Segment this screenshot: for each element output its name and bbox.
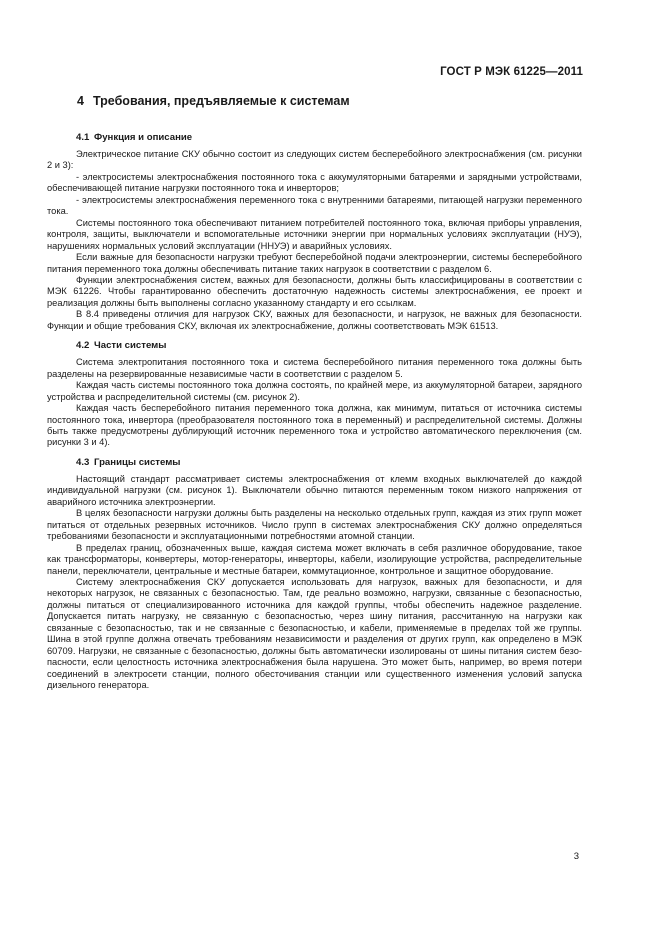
list-item: - электросистемы электроснабжения переменного тока с внутренними батареями, питающей нагрузки переменного тока. [47,194,582,217]
page-number: 3 [573,851,579,862]
document-header: ГОСТ Р МЭК 61225—2011 [440,66,583,78]
subsection-heading-4-1 [76,132,582,144]
subsection-heading-4-2 [76,340,582,352]
paragraph: В целях безопасности нагрузки должны быть разделены на несколько отдельных групп, каждая из этих групп может питаться от отдельных резервных источников. Число групп в системах электроснабжения СКУ должно определяться требованиями безопасности и эксплуатационными потребностями атомной станции. [47,508,582,542]
section-number: 4 [77,94,84,108]
paragraph: Функции электроснабжения систем, важных для безопасности, должны быть классифицированы в соответствии с МЭК 61226. Чтобы гарантированно обеспечить достаточную надежность системы электроснабжения, ее проект и реализация должны быть выполнены согласно указанному стандарту и его ссылкам. [47,274,582,308]
subsection-title: Границы системы [94,456,181,468]
paragraph: Каждая часть бесперебойного питания переменного тока должна, как минимум, питаться от источника системы постоянного тока, инвертора (преобразователя постоянного тока в переменный) и распределительной системы. Должны быть также предусмотрены дублирующий источник переменного тока и устройство автоматического переключения (см. рисунки 3 и 4). [47,403,582,448]
paragraph: В 8.4 приведены отличия для нагрузок СКУ, важных для безопасности, и нагрузок, не важных для безопасности. Функции и общие требования СКУ, включая их электроснабжение, должны соответствовать МЭК 61513. [47,309,582,331]
paragraph: Систему электроснабжения СКУ допускается использовать для нагрузок, важных для безопасности, и для некоторых нагрузок, не связанных с безопасностью. Там, где реально возможно, нагрузки, связанные с безопасностью, должны питаться от специализированного источника для каждой группы, чтобы обеспечить надежное разделение. Допускается питать нагрузку, не связанную с безопасностью, через шину питания, рассчитанную на нагрузки как связанные с безопасностью, так и не связанные с безопасностью, и кабели, применяемые в пределах той же группы. Шина в этой группе должна отвечать требованиям независимости и разделения от других групп, как определено в МЭК 60709. Нагрузки, не связанные с безопасностью, должны быть автоматически изолированы от шины питания систем безопасности, если целостность источника электроснабжения была нарушена. Это может быть, например, во время потери соединений в электросети станции, полного обесточивания станции или существенного изменения условий запуска дизельного генератора. [47,576,582,691]
paragraph: Каждая часть системы постоянного тока должна состоять, по крайней мере, из аккумуляторной батареи, зарядного устройства и распределительной системы (см. рисунок 2). [47,380,582,402]
paragraph: Если важные для безопасности нагрузки требуют бесперебойной подачи электроэнергии, системы бесперебойного питания переменного тока должны обеспечивать питание таких нагрузок в соответствии с разделом 6. [47,252,582,274]
subsection-number: 4.3 [76,456,90,468]
list-item: - электросистемы электроснабжения постоянного тока с аккумуляторными батареями и зарядными устройствами, обеспечивающей питание нагрузки постоянного тока и инверторов; [47,171,582,194]
section-heading [77,94,582,109]
paragraph: Система электропитания постоянного тока и система бесперебойного питания переменного тока должны быть разделены на резервированные независимые части в соответствии с разделом 5. [47,357,582,379]
subsection-title: Части системы [94,340,167,352]
paragraph: Системы постоянного тока обеспечивают питанием потребителей постоянного тока, включая приборы управления, контроля, защиты, выключатели и вспомогательные источники энергии при нормальных условиях эксплуатации (НУЭ), нарушениях нормальных условий эксплуатации (ННУЭ) и аварийных условиях. [47,217,582,251]
document-body [47,94,582,691]
subsection-title: Функция и описание [94,132,193,143]
subsection-number: 4.1 [76,132,90,143]
paragraph: Электрическое питание СКУ обычно состоит из следующих систем бесперебойного электроснабжения (см. рисунки 2 и 3): [47,149,582,171]
paragraph: Настоящий стандарт рассматривает системы электроснабжения от клемм входных выключателей до каждой индивидуальной нагрузки (см. рисунок 1). Выключатели обычно питаются переменным током низкого напряжения от аварийного источника электроэнергии. [47,473,582,507]
subsection-heading-4-3 [76,457,582,469]
subsection-number: 4.2 [76,340,90,352]
paragraph: В пределах границ, обозначенных выше, каждая система может включать в себя различное оборудование, такое как трансформаторы, конвертеры, мотор-генераторы, инверторы, кабели, изолирующие устройства, распределительные панели, переключатели, центральные и местные батареи, коммутационное, контрольное и защитное оборудование. [47,542,582,576]
section-title: Требования, предъявляемые к системам [93,94,350,108]
